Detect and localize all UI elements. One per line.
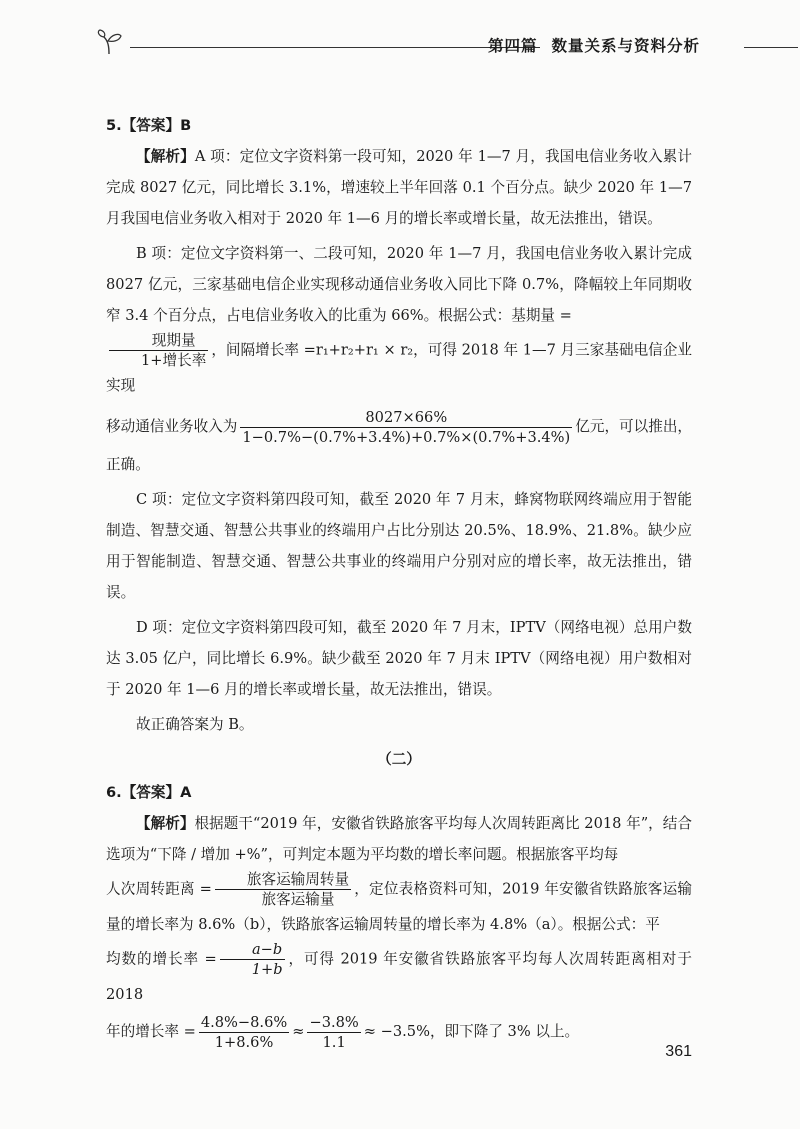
- q5-a-text: A 项：定位文字资料第一段可知，2020 年 1—7 月，我国电信业务收入累计完成 8027 亿元，同比增长 3.1%，增速较上半年回落 0.1 个百分点。缺少 2020 年 1—7 月我国电信业务收入相对于 2020 年 1—6 月的增长率或增长量，故无法推出，错误。: [106, 148, 692, 227]
- part-label: 第四篇: [487, 37, 538, 55]
- q5-b-text4: 亿元，可以推出，: [575, 418, 693, 435]
- frac-num: 8027×66%: [240, 408, 572, 428]
- q5-option-a: [106, 141, 692, 234]
- header-rule-right: [744, 47, 798, 48]
- q5-b-conclusion: 正确。: [106, 456, 150, 473]
- page-content: [106, 110, 692, 1054]
- analysis-tag: 【解析】: [136, 148, 195, 165]
- frac-num: 旅客运输周转量: [215, 870, 351, 890]
- frac-den: 1.1: [322, 1033, 346, 1051]
- fraction-calc2: [307, 1013, 360, 1052]
- fraction-base-formula: [109, 331, 208, 370]
- q5-option-b-formula: [106, 405, 692, 449]
- q6-text1: 根据题干“2019 年，安徽省铁路旅客平均每人次周转距离比 2018 年”，结合选项为“下降 / 增加 +%”，可判定本题为平均数的增长率问题。根据旅客平均每: [106, 815, 692, 863]
- frac-den: 1−0.7%−(0.7%+3.4%)+0.7%×(0.7%+3.4%): [242, 428, 571, 446]
- frac-den: 1+8.6%: [214, 1033, 274, 1051]
- running-header: [100, 34, 760, 58]
- q6-result: [106, 1010, 692, 1054]
- page-number: 361: [665, 1043, 692, 1060]
- section-label: 数量关系与资料分析: [551, 37, 700, 55]
- frac-num: −3.8%: [309, 1013, 359, 1031]
- part-title: [488, 34, 700, 56]
- sprout-icon: [94, 28, 124, 58]
- q5-conclusion: 故正确答案为 B。: [136, 716, 254, 733]
- frac-num: a−b: [220, 940, 285, 960]
- q6-analysis: [106, 808, 692, 1010]
- q5-option-c: C 项：定位文字资料第四段可知，截至 2020 年 7 月末，蜂窝物联网终端应用于智能制造、智慧交通、智慧公共事业的终端用户占比分别达 20.5%、18.9%、21.8%。缺少应用于智能制造、智慧交通、智慧公共事业的终端用户分别对应的增长率，故无法推出，错误。: [106, 491, 692, 601]
- q6-text4: 均数的增长率 =: [106, 950, 217, 968]
- fraction-avg-growth: [220, 940, 285, 979]
- q6-text5: ，可得 2019 年安徽省铁路旅客平均每人次周转距离相对于 2018: [106, 950, 693, 1003]
- q5-answer: 5.【答案】B: [106, 117, 192, 134]
- q5-b-text2: ，间隔增长率 =r₁+r₂+r₁ × r₂，可得 2018 年 1—7 月三家基础电信企业实现: [106, 341, 692, 394]
- fraction-avg-distance: [215, 870, 351, 909]
- analysis-tag: 【解析】: [136, 815, 195, 832]
- q6-text7: ≈ −3.5%，即下降了 3% 以上。: [363, 1023, 580, 1040]
- frac-num: 4.8%−8.6%: [200, 1013, 288, 1031]
- fraction-b-result: [240, 408, 572, 447]
- header-rule-left: [130, 47, 540, 48]
- q5-option-b: [106, 238, 692, 401]
- frac-den: 旅客运输量: [261, 891, 335, 908]
- approx-sign: ≈: [292, 1023, 305, 1040]
- fraction-calc1: [199, 1013, 289, 1052]
- q6-text2: 人次周转距离 =: [106, 880, 212, 898]
- q6-text3: ，定位表格资料可知，2019 年安徽省铁路旅客运输量的增长率为 8.6%（b），铁路旅客运输周转量的增长率为 4.8%（a）。根据公式：平: [106, 880, 693, 933]
- q5-b-text3: 移动通信业务收入为: [106, 418, 238, 435]
- frac-den: 1+b: [251, 961, 283, 978]
- q6-answer: 6.【答案】A: [106, 784, 192, 801]
- q6-text6: 年的增长率 =: [106, 1023, 196, 1040]
- q5-b-text1: B 项：定位文字资料第一、二段可知，2020 年 1—7 月，我国电信业务收入累计完成 8027 亿元，三家基础电信企业实现移动通信业务收入同比下降 0.7%，降幅较上年同期收窄 3.4 个百分点，占电信业务收入的比重为 66%。根据公式：基期量 =: [106, 245, 692, 324]
- q5-option-d: D 项：定位文字资料第四段可知，截至 2020 年 7 月末，IPTV（网络电视）总用户数达 3.05 亿户，同比增长 6.9%。缺少截至 2020 年 7 月末 IPTV（网络电视）用户数相对于 2020 年 1—6 月的增长率或增长量，故无法推出，错误。: [106, 619, 692, 698]
- section-heading: （二）: [377, 751, 421, 768]
- frac-num: 现期量: [109, 331, 208, 351]
- frac-den: 1+增长率: [141, 352, 207, 369]
